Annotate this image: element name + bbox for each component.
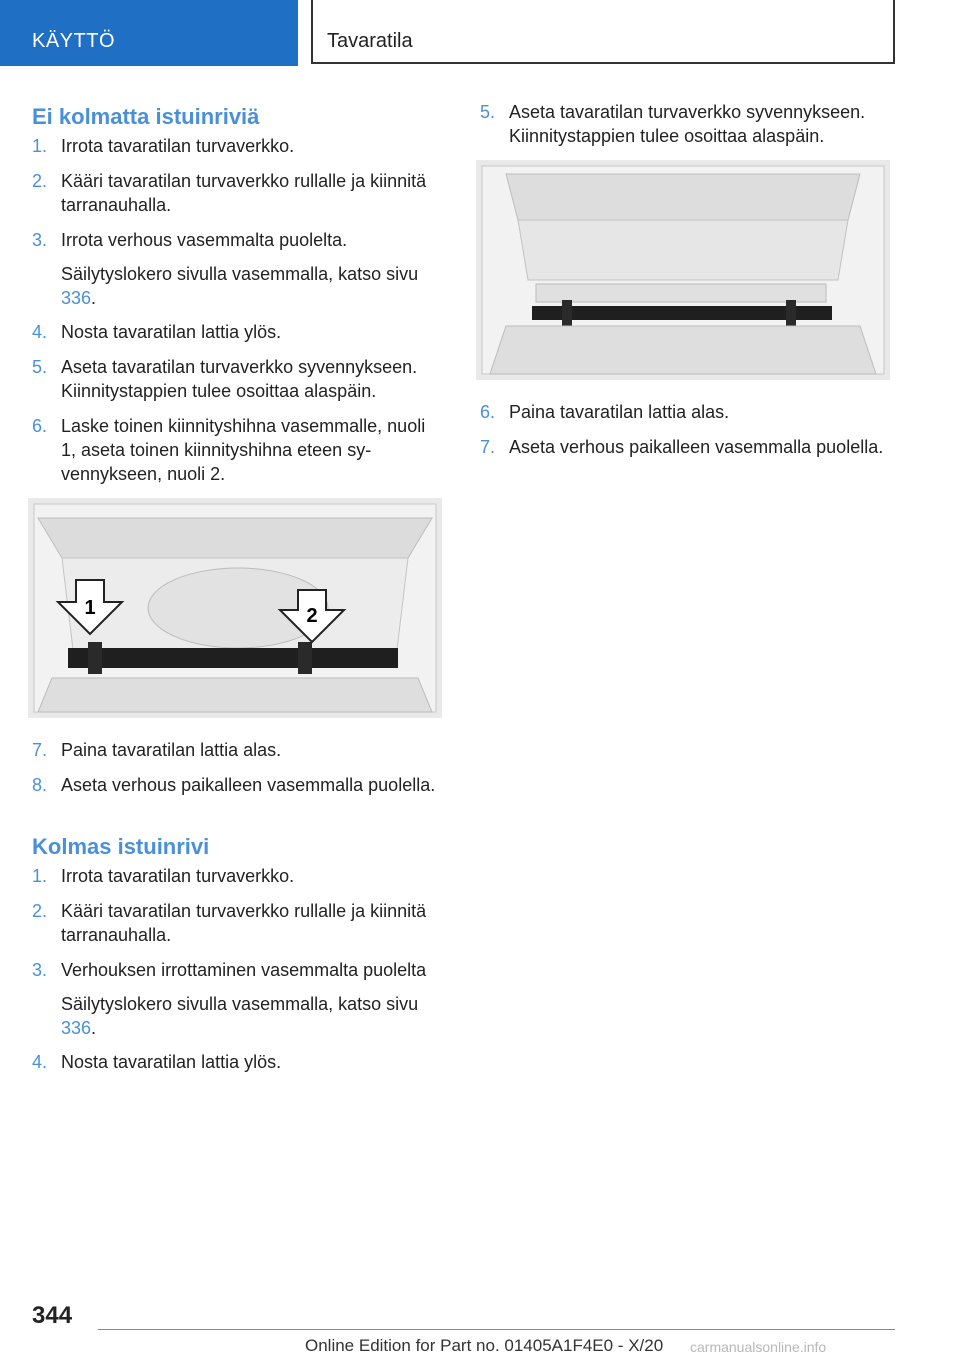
- list-item: 8. Aseta verhous paikalleen vasemmalla puolella.: [32, 775, 436, 795]
- steps-list-3: [32, 864, 442, 982]
- list-item: 2. Kääri tavaratilan turvaverkko rullalle ja kiinnitä tarranauhalla.: [32, 171, 427, 215]
- footer-divider: [98, 1329, 895, 1330]
- list-item: 2. Kääri tavaratilan turvaverkko rullalle ja kiinnitä tarranauhalla.: [32, 901, 427, 945]
- list-item: 7. Paina tavaratilan lattia alas.: [32, 740, 282, 760]
- watermark: carmanualsonline.info: [690, 1339, 827, 1355]
- list-item: 4. Nosta tavaratilan lattia ylös.: [32, 1052, 282, 1072]
- steps-list-1b: [32, 320, 442, 486]
- list-item: 1. Irrota tavaratilan turvaverkko.: [32, 866, 295, 886]
- steps-list-r2: [480, 400, 892, 459]
- note-storage-2: Säilytyslokero sivulla vasemmalla, katso sivu 336.: [61, 994, 419, 1038]
- heading-no-third-row: Ei kolmatta istuinriviä: [32, 104, 260, 129]
- page-link[interactable]: 336: [61, 1018, 92, 1038]
- edition-text: Online Edition for Part no. 01405A1F4E0 - X/20: [305, 1336, 664, 1355]
- heading-third-row: Kolmas istuinrivi: [32, 834, 210, 859]
- list-item: 3. Verhouksen irrottaminen vasemmalta puolelta: [32, 960, 427, 980]
- list-item: 6. Paina tavaratilan lattia alas.: [480, 402, 730, 422]
- steps-list-r1: [480, 100, 892, 148]
- list-item: 5. Aseta tavaratilan turvaverkko syvennykseen. Kiinnitystappien tulee osoittaa alaspäin.: [32, 357, 418, 401]
- left-column: [32, 100, 442, 1085]
- trunk-figure-net: [476, 160, 890, 380]
- list-item: 5. Aseta tavaratilan turvaverkko syvennykseen. Kiinnitystappien tulee osoittaa alaspäin.: [480, 102, 866, 146]
- steps-list-3b: [32, 1050, 442, 1074]
- section-title: KÄYTTÖ: [32, 30, 116, 52]
- section-tab: [0, 0, 298, 66]
- steps-list-1: [32, 134, 442, 252]
- list-item: 4. Nosta tavaratilan lattia ylös.: [32, 322, 282, 342]
- list-item: 1. Irrota tavaratilan turvaverkko.: [32, 136, 295, 156]
- chapter-header: [311, 0, 895, 64]
- right-column: [480, 100, 892, 470]
- note-storage: Säilytyslokero sivulla vasemmalla, katso sivu 336.: [61, 264, 419, 308]
- list-item: 7. Aseta verhous paikalleen vasemmalla puolella.: [480, 437, 884, 457]
- trunk-figure-arrows: [28, 498, 442, 718]
- list-item: 3. Irrota verhous vasemmalta puolelta.: [32, 230, 348, 250]
- steps-list-2: [32, 738, 442, 797]
- arrow-label-2: 2: [306, 605, 318, 627]
- arrow-label-1: 1: [84, 597, 96, 619]
- page-number: 344: [32, 1302, 73, 1329]
- page-link[interactable]: 336: [61, 288, 92, 308]
- chapter-title: Tavaratila: [327, 30, 413, 52]
- list-item: 6. Laske toinen kiinnityshihna vasemmalle, nuoli 1, aseta toinen kiinnityshihna eteen syvennykseen, nuoli 2.: [32, 416, 426, 484]
